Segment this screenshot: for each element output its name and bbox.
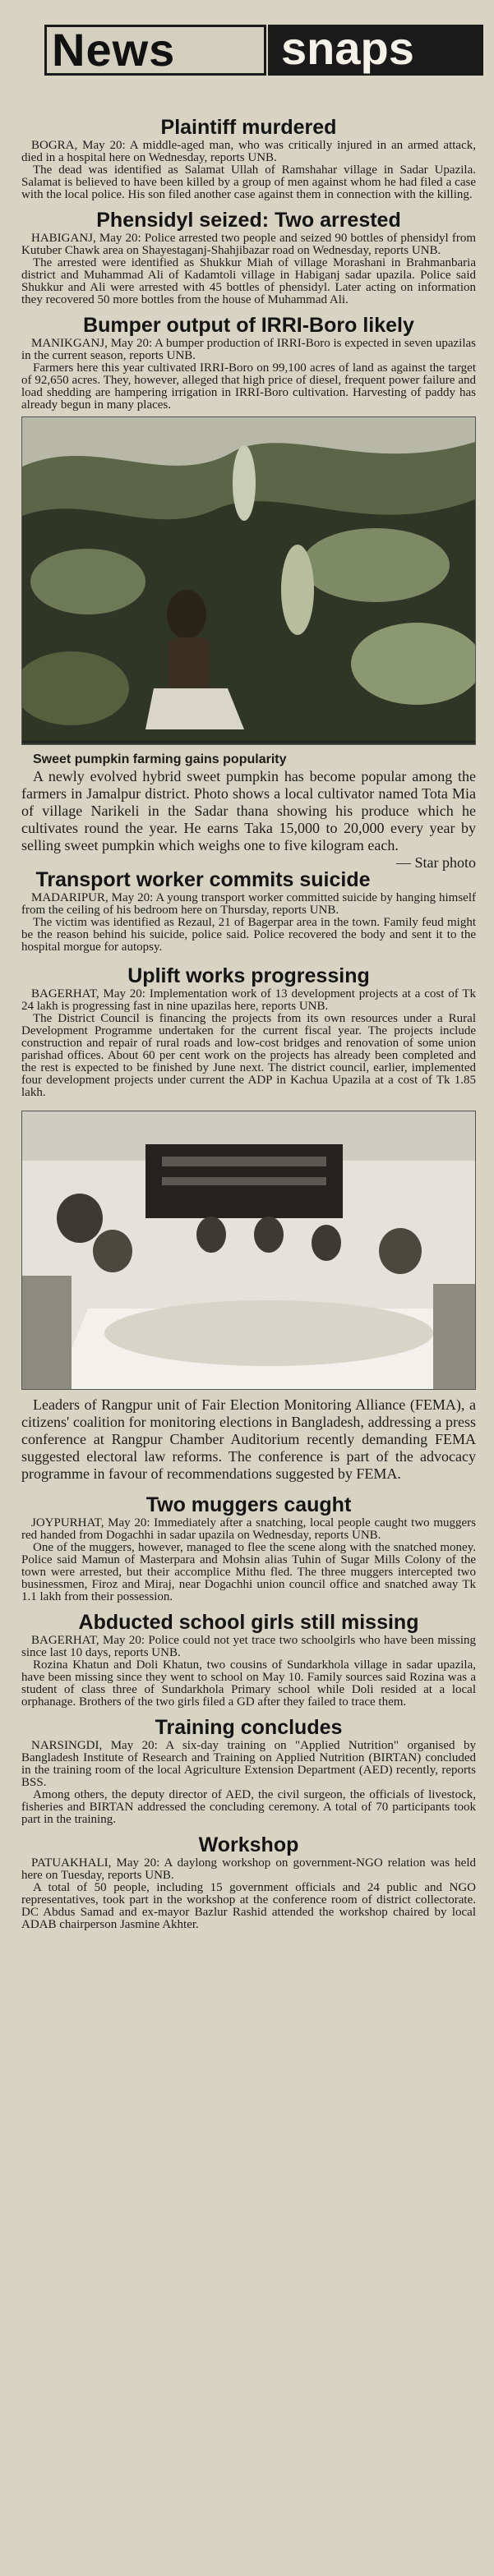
masthead-snaps: snaps [268,25,483,76]
story-bumper-output [21,313,476,412]
story-paragraph: A total of 50 people, including 15 government officials and 24 public and NGO representatives, took part in the workshop at the conference room of district collectorate. DC Abdus Samad and ex-mayor Bazlur Rashid attended the workshop chaired by local ADAB chairperson Jasmine Akhter. [21,1881,476,1931]
story-paragraph: One of the muggers, however, managed to flee the scene along with the snatched money. Police said Mamun of Masterpara and Mohsin alias Tuhin of Sugar Mills Colony of the town were arrested, but their accomplice Mithu fled. The three muggers intercepted two businessmen, Firoz and Miraj, near Dogachhi union council office and snatched away Tk 1.1 lakh from their possession. [21,1541,476,1603]
masthead-news: News [44,25,266,76]
story-paragraph: PATUAKHALI, May 20: A daylong workshop on government-NGO relation was held here on Tuesday, reports UNB. [21,1856,476,1882]
story-paragraph: MADARIPUR, May 20: A young transport worker committed suicide by hanging himself from the ceiling of his bedroom here on Thursday, reports UNB. [21,891,476,917]
story-training-concludes [21,1715,476,1826]
headline: Transport worker commits suicide [35,868,371,891]
photo-pumpkin-farmer [21,416,476,745]
headline: Uplift works progressing [127,964,370,987]
story-workshop [21,1833,476,1931]
story-paragraph: BAGERHAT, May 20: Police could not yet trace two schoolgirls who have been missing since last 10 days, reports UNB. [21,1634,476,1659]
story-phensidyl-seized [21,208,476,306]
headline: Two muggers caught [145,1493,352,1516]
pumpkin-photo-image [22,417,475,744]
fema-photo-image [22,1111,475,1389]
headline: Workshop [198,1833,299,1856]
story-paragraph: Rozina Khatun and Doli Khatun, two cousins of Sundarkhola village in sadar upazila, have been missing since they went to school on May 10. Family sources said Rozina was a student of class three of Sundarkhola Primary school while Doli resided at a local orphanage. Brothers of the two girls filed a GD after they failed to trace them. [21,1658,476,1709]
story-paragraph: JOYPURHAT, May 20: Immediately after a snatching, local people caught two muggers red handed from Dogachhi in sadar upazila on Wednesday, reports UNB. [21,1516,476,1542]
photo-caption: Leaders of Rangpur unit of Fair Election Monitoring Alliance (FEMA), a citizens' coalition for monitoring elections in Bangladesh, addressing a press conference at Rangpur Chamber Auditorium recently demanding FEMA suggested electoral law reforms. The conference is part of the advocacy programme in favour of recommendations suggested by FEMA. [21,1396,476,1482]
story-two-muggers [21,1493,476,1603]
story-paragraph: The arrested were identified as Shukkur Miah of village Morashani in Brahmanbaria district and Muhammad Ali of Kadamtoli village in Habiganj sadar upazila. Police said Shukkur and Ali were arrested with 45 bottles of phensidyl. Later acting on information they recovered 50 more bottles from the house of Muhammad Ali. [21,256,476,306]
story-plaintiff-murdered [21,115,476,201]
story-paragraph: The District Council is financing the projects from its own resources under a Rural Development Programme undertaken for the current fiscal year. The projects include construction and repair of rural roads and low-cost bridges and renovation of some union parishad offices. About 60 per cent work on the projects has already been completed and the rest is expected to be finished by June next. The district council, earlier, implemented four development projects under current the ADP in Kachua Upazila at a cost of Tk 1.85 lakh. [21,1012,476,1099]
story-transport-worker [21,867,476,954]
story-uplift-works [21,964,476,1099]
headline: Abducted school girls still missing [78,1611,419,1634]
headline: Bumper output of IRRI-Boro likely [83,314,414,337]
headline: Phensidyl seized: Two arrested [96,209,401,232]
masthead [21,0,476,79]
story-paragraph: HABIGANJ, May 20: Police arrested two people and seized 90 bottles of phensidyl from Kutuber Chawk area on Shayestaganj-Shahjibazar road on Wednesday, reports UNB. [21,232,476,257]
photo-fema-press-conference [21,1111,476,1390]
headline: Training concludes [155,1716,343,1739]
story-paragraph: Farmers here this year cultivated IRRI-Boro on 99,100 acres of land as against the target of 92,650 acres. They, however, alleged that high price of diesel, frequent power failure and load shedding are hampering irrigation in IRRI-Boro cultivation. Harvesting of paddy has already begun in many places. [21,361,476,412]
headline: Plaintiff murdered [160,116,337,139]
photo-caption-text: A newly evolved hybrid sweet pumpkin has become popular among the farmers in Jamalpur district. Photo shows a local cultivator named Tota Mia of village Narikeli in the Sadar thana showing his produce which he cultivates round the year. He earns Taka 15,000 to 20,000 every year by selling sweet pumpkin which weighs one to five kilogram each. [21,768,476,853]
story-paragraph: NARSINGDI, May 20: A six-day training on "Applied Nutrition" organised by Bangladesh Institute of Research and Training on Applied Nutrition (BIRTAN) concluded in the training room of the local Agriculture Extension Department (AED) recently, reports BSS. [21,1739,476,1789]
photo-caption-title: Sweet pumpkin farming gains popularity [33,752,287,766]
story-paragraph: The victim was identified as Rezaul, 21 of Bagerpar area in the town. Family feud might be the reason behind his suicide, police said. Police recovered the body and sent it to the hospital morgue for autopsy. [21,916,476,954]
story-paragraph: BOGRA, May 20: A middle-aged man, who was critically injured in an armed attack, died in a hospital here on Wednesday, reports UNB. [21,139,476,164]
story-abducted-girls [21,1610,476,1709]
story-paragraph: MANIKGANJ, May 20: A bumper production of IRRI-Boro is expected in seven upazilas in the current season, reports UNB. [21,337,476,362]
story-paragraph: BAGERHAT, May 20: Implementation work of 13 development projects at a cost of Tk 24 lakh is progressing fast in nine upazilas here, reports UNB. [21,987,476,1013]
story-paragraph: The dead was identified as Salamat Ullah of Ramshahar village in Sadar Upazila. Salamat is believed to have been killed by a group of men against whom he had filed a case with the local police. His son filed another case against them in connection with the killing. [21,163,476,201]
photo-caption [21,768,476,871]
photo-credit: — Star photo [396,854,476,871]
story-paragraph: Among others, the deputy director of AED, the civil surgeon, the officials of livestock, fisheries and BIRTAN addressed the concluding ceremony. A total of 70 participants took part in the training. [21,1788,476,1826]
